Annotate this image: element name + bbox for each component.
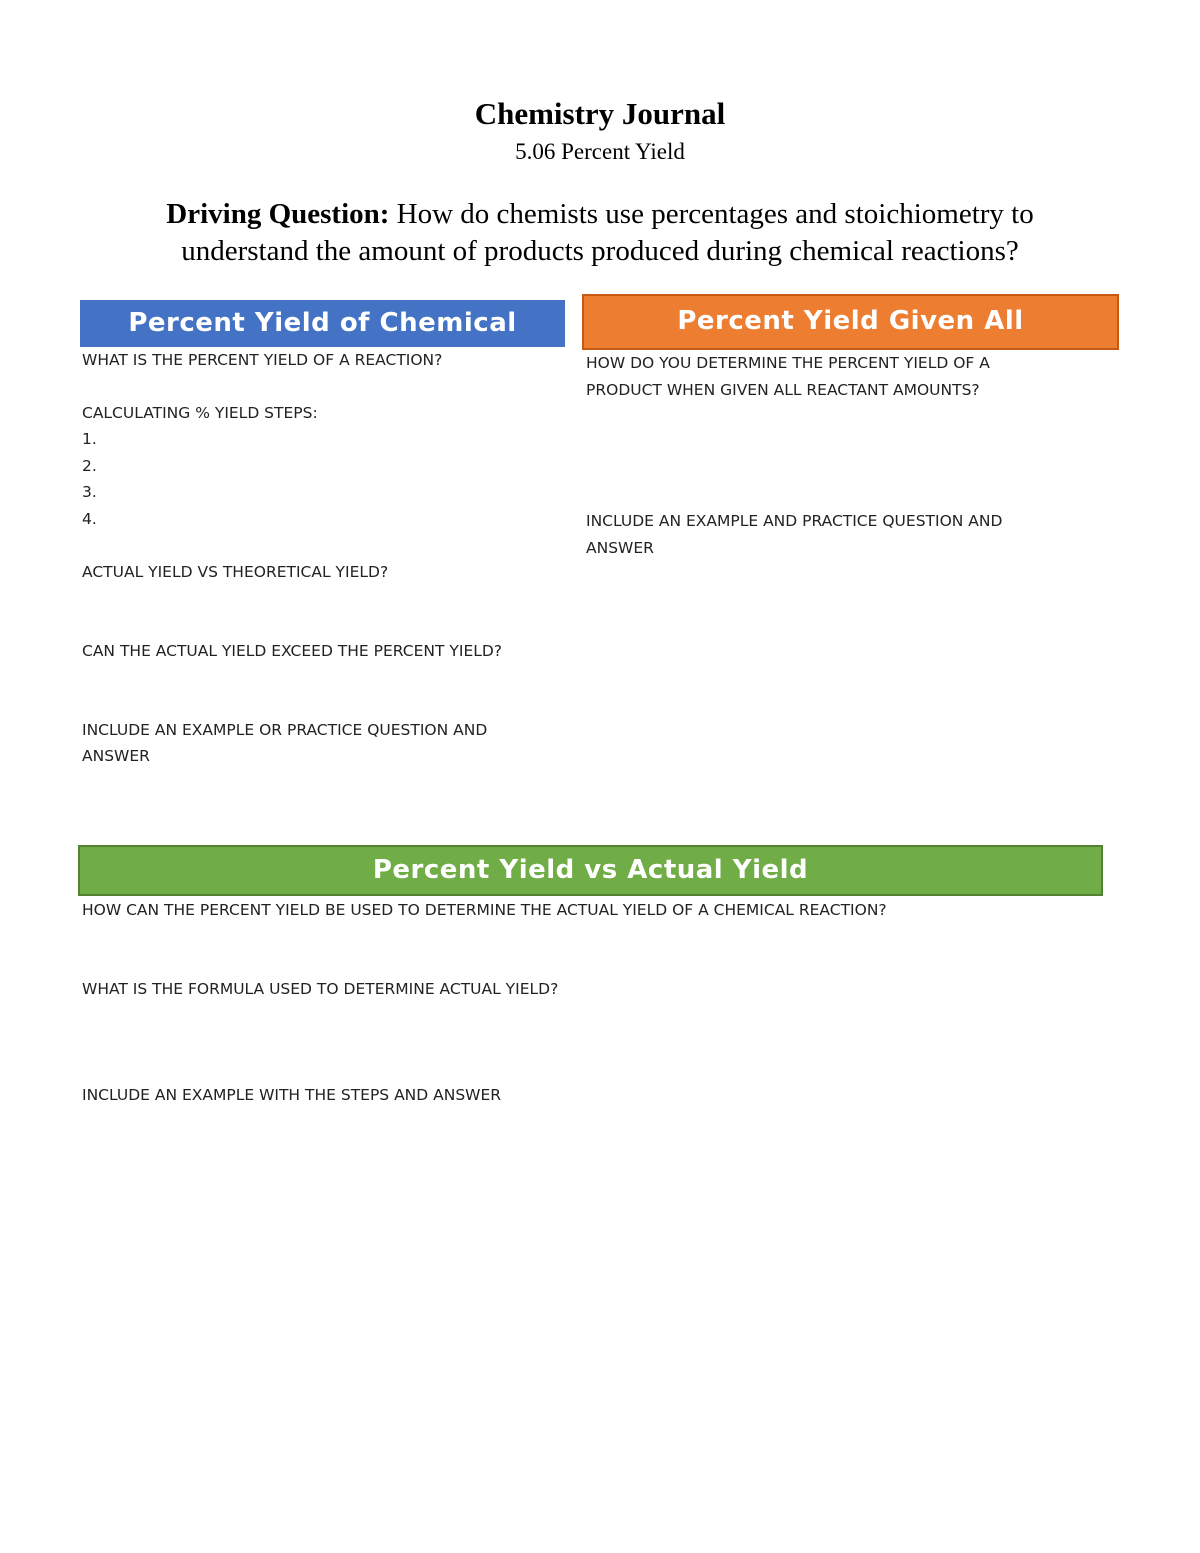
driving-question-text: How do chemists use percentages and stoichiometry to understand the amount of products produced during chemical reactions? bbox=[181, 198, 1034, 267]
steps-label: CALCULATING % YIELD STEPS: bbox=[82, 404, 318, 422]
driving-question bbox=[100, 196, 1100, 270]
question-formula-actual-yield: WHAT IS THE FORMULA USED TO DETERMINE ACTUAL YIELD? bbox=[82, 980, 559, 998]
step-item: 2. bbox=[82, 457, 97, 475]
prompt-example-practice-line2: ANSWER bbox=[586, 539, 654, 557]
section-heading-percent-yield-given-all: Percent Yield Given All bbox=[582, 294, 1119, 350]
page-title: Chemistry Journal bbox=[474, 96, 726, 131]
prompt-example-line1: INCLUDE AN EXAMPLE OR PRACTICE QUESTION AND bbox=[82, 721, 488, 739]
question-determine-percent-yield-line2: PRODUCT WHEN GIVEN ALL REACTANT AMOUNTS? bbox=[586, 381, 980, 399]
step-item: 1. bbox=[82, 430, 97, 448]
page-subtitle: 5.06 Percent Yield bbox=[515, 139, 685, 164]
driving-question-label: Driving Question: bbox=[166, 198, 390, 230]
question-actual-exceed-percent: CAN THE ACTUAL YIELD EXCEED THE PERCENT YIELD? bbox=[82, 642, 503, 660]
question-actual-vs-theoretical: ACTUAL YIELD VS THEORETICAL YIELD? bbox=[82, 563, 389, 581]
question-percent-yield-of-reaction: WHAT IS THE PERCENT YIELD OF A REACTION? bbox=[82, 351, 443, 369]
section-heading-percent-yield-of-chemical: Percent Yield of Chemical bbox=[80, 300, 565, 347]
step-item: 3. bbox=[82, 483, 97, 501]
question-percent-to-actual-yield: HOW CAN THE PERCENT YIELD BE USED TO DETERMINE THE ACTUAL YIELD OF A CHEMICAL REACTION? bbox=[82, 901, 887, 919]
question-determine-percent-yield-line1: HOW DO YOU DETERMINE THE PERCENT YIELD OF A bbox=[586, 354, 990, 372]
prompt-example-line2: ANSWER bbox=[82, 747, 150, 765]
prompt-example-steps-answer: INCLUDE AN EXAMPLE WITH THE STEPS AND ANSWER bbox=[82, 1086, 502, 1104]
step-item: 4. bbox=[82, 510, 97, 528]
section-heading-percent-vs-actual-yield: Percent Yield vs Actual Yield bbox=[78, 845, 1103, 896]
prompt-example-practice-line1: INCLUDE AN EXAMPLE AND PRACTICE QUESTION AND bbox=[586, 512, 1003, 530]
